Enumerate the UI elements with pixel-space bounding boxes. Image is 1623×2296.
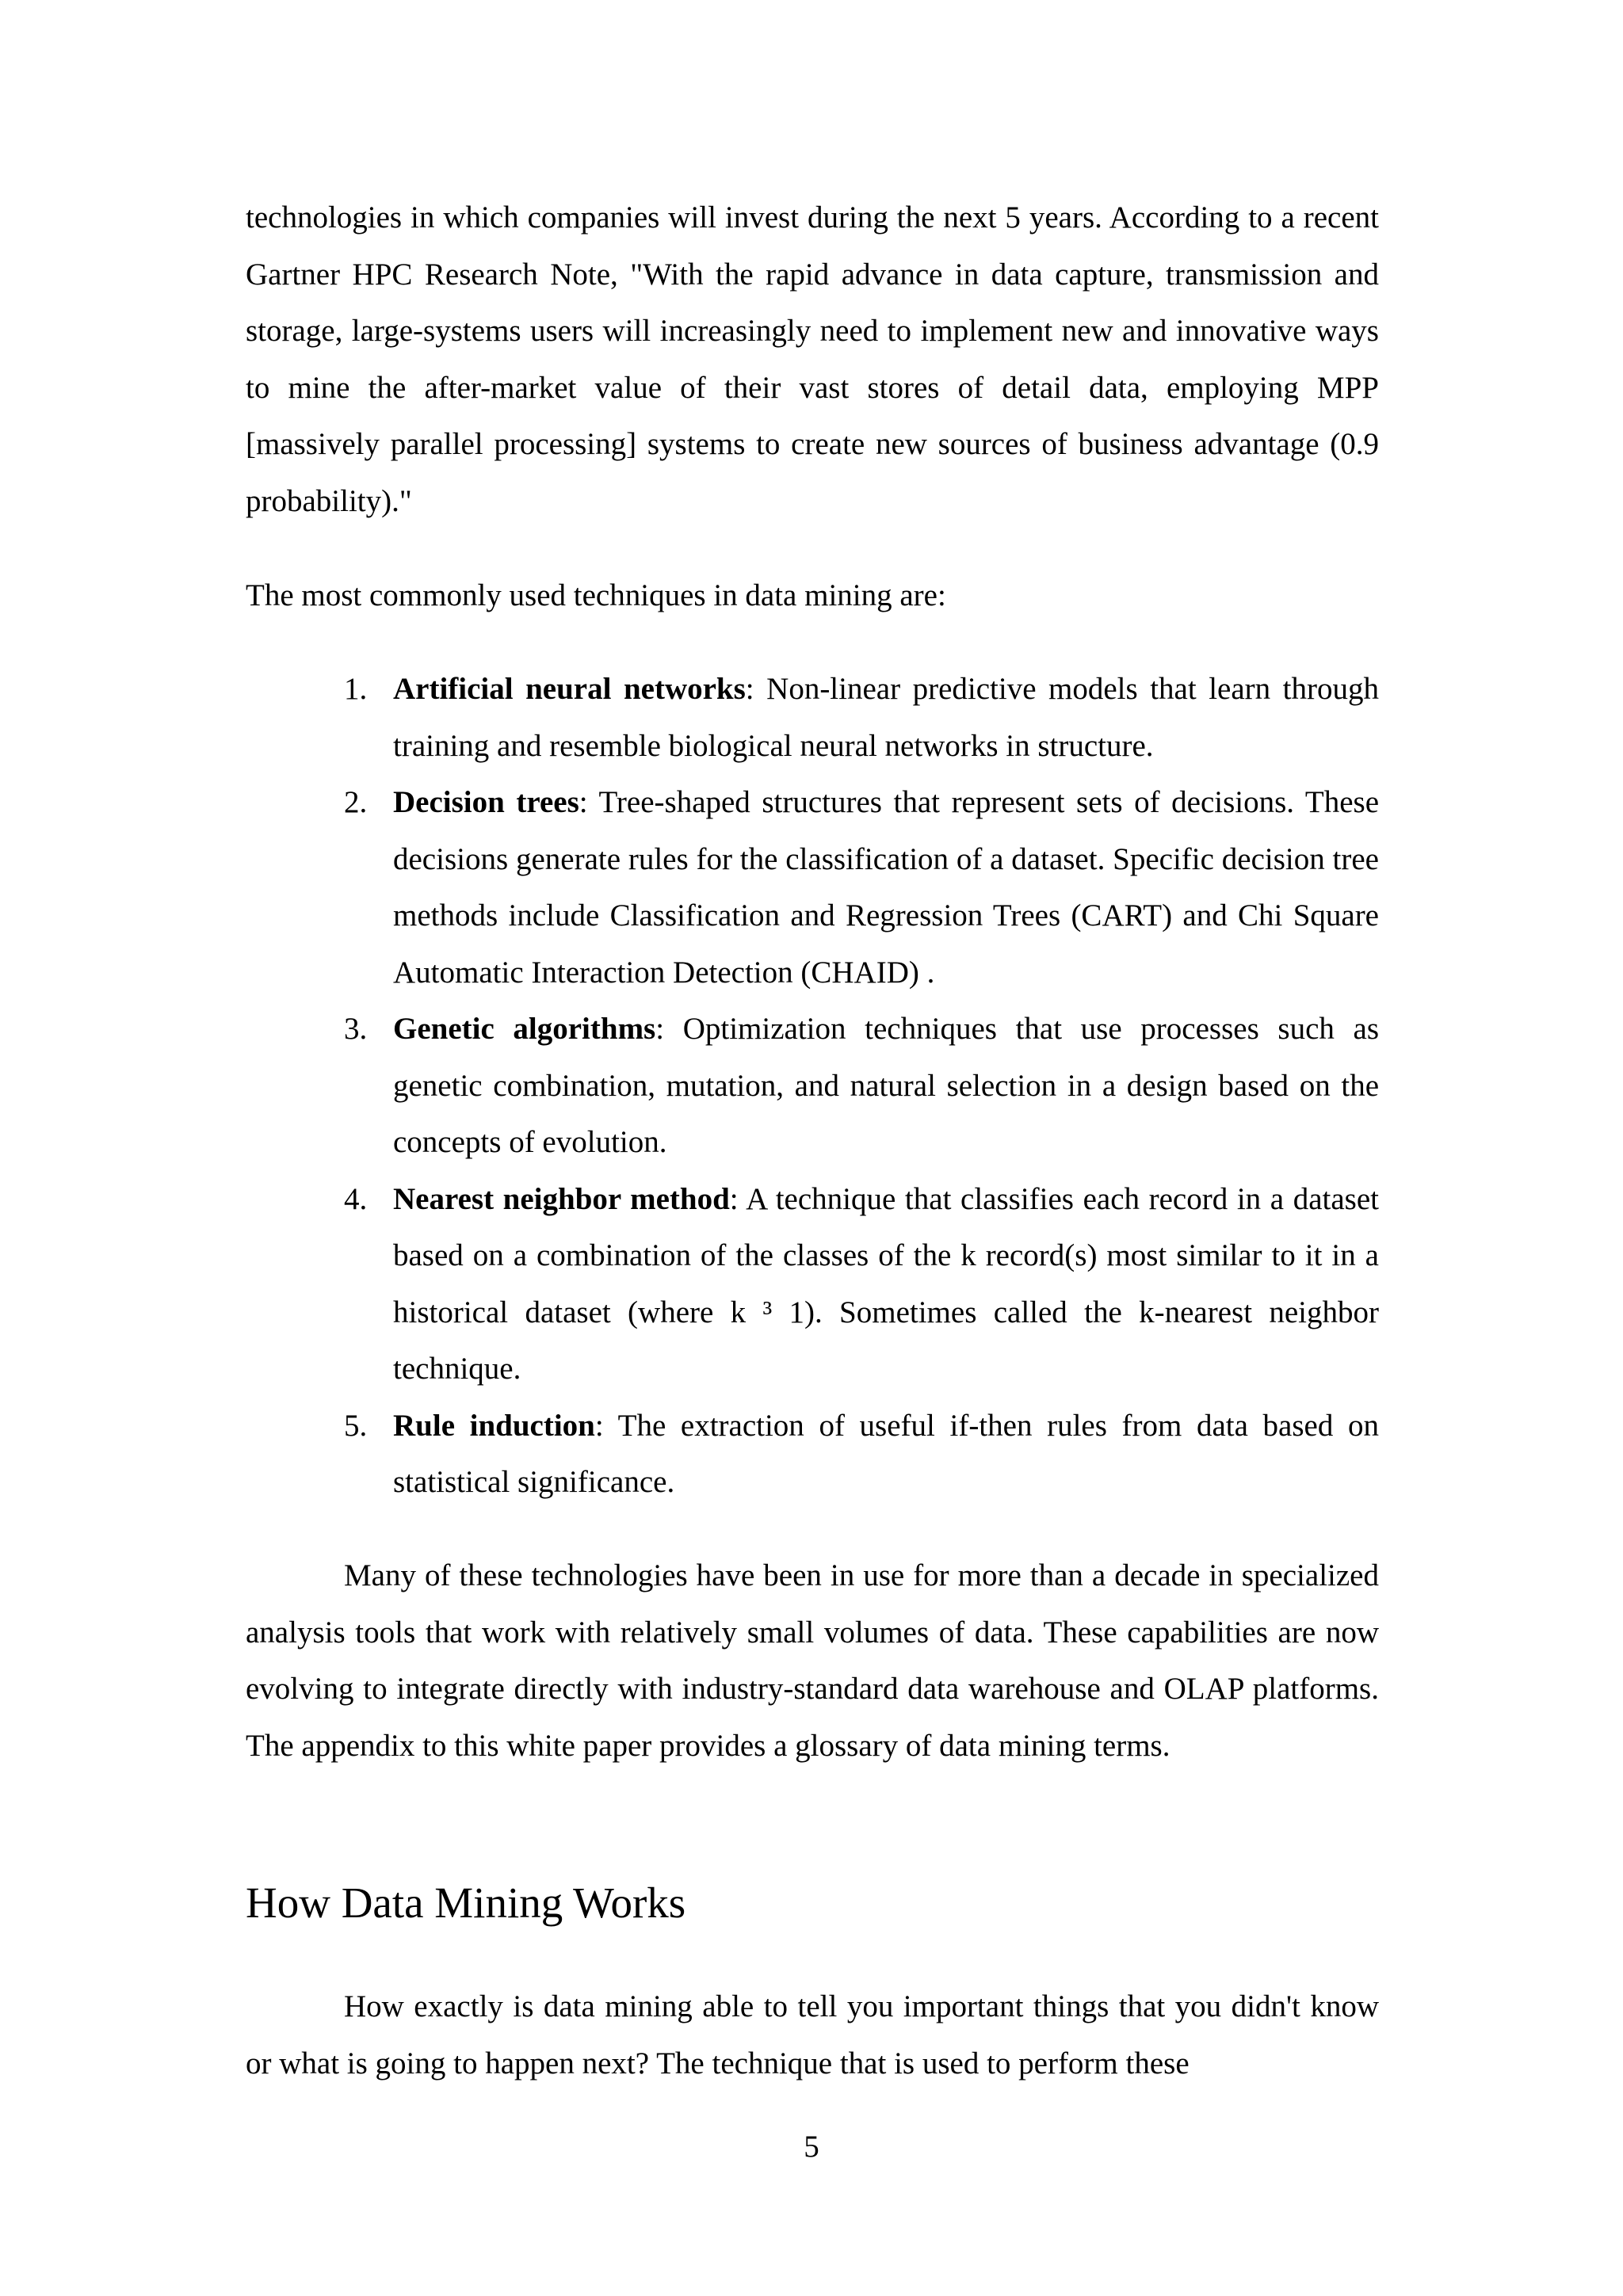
paragraph-gartner-quote: technologies in which companies will invest during the next 5 years. According to a recent Gartner HPC Research Note, "With the rapid advance in data capture, transmission and storage, large-systems users will increasingly need to implement new and innovative ways to mine the after-market value of their vast stores of detail data, employing MPP [massively parallel processing] systems to create new sources of business advantage (0.9 probability)." [246, 200, 1379, 518]
list-item-term: Nearest neighbor method [393, 1181, 730, 1216]
list-item-term: Genetic algorithms [393, 1012, 656, 1046]
list-item-description: : Optimization techniques that use processes such as genetic combination, mutation, and natural selection in a design based on the concepts of evolution. [393, 1012, 1379, 1159]
list-item-description: : Tree-shaped structures that represent sets of decisions. These decisions generate rules for the classification of a dataset. Specific decision tree methods include Classification and Regression Trees (CART) and Chi Square Automatic Interaction Detection (CHAID) . [393, 785, 1380, 990]
paragraph-technologies-evolving: Many of these technologies have been in use for more than a decade in specialized analysis tools that work with relatively small volumes of data. These capabilities are now evolving to integrate directly with industry-standard data warehouse and OLAP platforms. The appendix to this white paper provides a glossary of data mining terms. [246, 1558, 1379, 1763]
list-item-description: : A technique that classifies each record in a dataset based on a combination of the classes of the k record(s) most similar to it in a historical dataset (where k ³ 1). Sometimes called the k-nearest neighbor technique. [393, 1181, 1379, 1386]
list-item-description: : Non-linear predictive models that learn through training and resemble biological neural networks in structure. [393, 672, 1379, 763]
list-item [246, 661, 1379, 774]
list-item-number: 5. [344, 1408, 368, 1443]
list-item-number: 2. [344, 785, 368, 819]
page-number: 5 [804, 2130, 819, 2164]
list-item-number: 3. [344, 1012, 368, 1046]
list-item-term: Decision trees [393, 785, 579, 819]
list-item-number: 4. [344, 1181, 368, 1216]
list-item-description: : The extraction of useful if-then rules from data based on statistical significance. [393, 1408, 1379, 1499]
techniques-list [246, 661, 1379, 1511]
paragraph-how-it-works: How exactly is data mining able to tell you important things that you didn't know or what is going to happen next? The technique that is used to perform these [246, 1989, 1379, 2081]
list-item [246, 1171, 1379, 1398]
list-item [246, 774, 1379, 1001]
list-item-term: Rule induction [393, 1408, 595, 1443]
section-heading: How Data Mining Works [246, 1878, 686, 1927]
list-item [246, 1398, 1379, 1511]
paragraph-techniques-intro: The most commonly used techniques in data mining are: [246, 578, 946, 612]
list-item-term: Artificial neural networks [393, 672, 746, 706]
list-item [246, 1001, 1379, 1171]
list-item-number: 1. [344, 672, 368, 706]
